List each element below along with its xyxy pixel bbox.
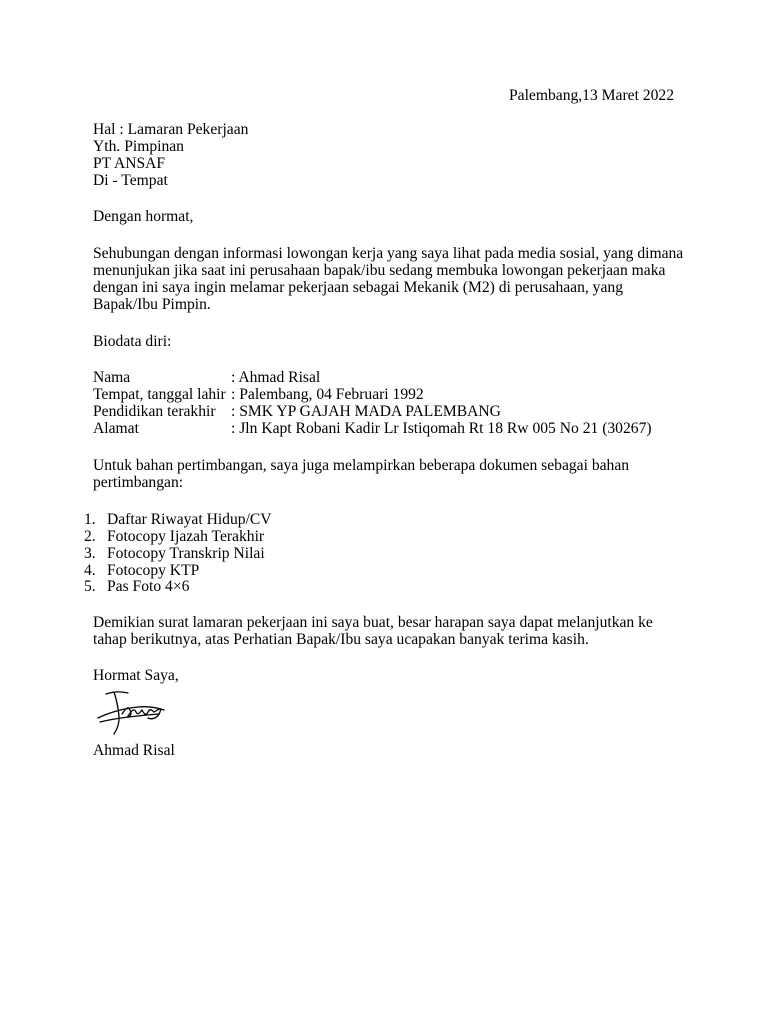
intro-line: dengan ini saya ingin melamar pekerjaan sebagai Mekanik (M2) di perusahaan, yang	[93, 279, 623, 296]
biodata-label: Tempat, tanggal lahir	[93, 386, 226, 403]
attachment-number: 2.	[84, 528, 96, 545]
biodata-row	[93, 369, 320, 386]
greeting: Dengan hormat,	[93, 208, 194, 225]
attachments-intro-line: Untuk bahan pertimbangan, saya juga melampirkan beberapa dokumen sebagai bahan	[93, 457, 630, 474]
attachment-item	[84, 511, 272, 528]
sign-off: Hormat Saya,	[93, 667, 179, 684]
biodata-heading: Biodata diri:	[93, 333, 172, 350]
biodata-row	[93, 386, 424, 403]
biodata-value: : SMK YP GAJAH MADA PALEMBANG	[231, 403, 501, 420]
signature-icon	[92, 688, 172, 738]
intro-line: menunjukan jika saat ini perusahaan bapak/ibu sedang membuka lowongan pekerjaan maka	[93, 262, 666, 279]
attachment-number: 5.	[84, 578, 96, 595]
biodata-value: : Jln Kapt Robani Kadir Lr Istiqomah Rt 18 Rw 005 No 21 (30267)	[231, 420, 652, 437]
attachment-text: Fotocopy KTP	[107, 562, 200, 579]
biodata-row	[93, 403, 501, 420]
biodata-label: Pendidikan terakhir	[93, 403, 216, 420]
attachment-number: 1.	[84, 511, 96, 528]
attachment-item	[84, 545, 265, 562]
attachment-item	[84, 562, 199, 579]
recipient-title: Yth. Pimpinan	[93, 138, 184, 155]
biodata-value: : Palembang, 04 Februari 1992	[231, 386, 424, 403]
biodata-value: : Ahmad Risal	[231, 369, 321, 386]
intro-line: Bapak/Ibu Pimpin.	[93, 296, 211, 313]
subject-line: Hal : Lamaran Pekerjaan	[93, 121, 249, 138]
attachment-number: 4.	[84, 562, 96, 579]
recipient-company: PT ANSAF	[93, 155, 166, 172]
signer-name: Ahmad Risal	[93, 742, 175, 759]
closing-paragraph	[93, 614, 683, 648]
attachment-number: 3.	[84, 545, 96, 562]
biodata-label: Alamat	[93, 420, 139, 437]
attachment-text: Fotocopy Transkrip Nilai	[107, 545, 265, 562]
attachments-intro-line: pertimbangan:	[93, 474, 184, 491]
closing-line: tahap berikutnya, atas Perhatian Bapak/Ibu saya ucapakan banyak terima kasih.	[93, 631, 589, 648]
attachment-text: Daftar Riwayat Hidup/CV	[107, 511, 272, 528]
attachment-item	[84, 578, 189, 595]
intro-line: Sehubungan dengan informasi lowongan kerja yang saya lihat pada media sosial, yang dimana	[93, 245, 684, 262]
attachment-item	[84, 528, 264, 545]
biodata-label: Nama	[93, 369, 131, 386]
biodata-row	[93, 420, 652, 437]
attachments-intro	[93, 457, 683, 491]
closing-line: Demikian surat lamaran pekerjaan ini saya buat, besar harapan saya dapat melanjutkan ke	[93, 614, 653, 631]
attachment-text: Fotocopy Ijazah Terakhir	[107, 528, 265, 545]
place-date: Palembang,13 Maret 2022	[509, 87, 674, 104]
attachment-text: Pas Foto 4×6	[107, 578, 190, 595]
intro-paragraph	[93, 245, 683, 313]
recipient-location: Di - Tempat	[93, 172, 168, 189]
